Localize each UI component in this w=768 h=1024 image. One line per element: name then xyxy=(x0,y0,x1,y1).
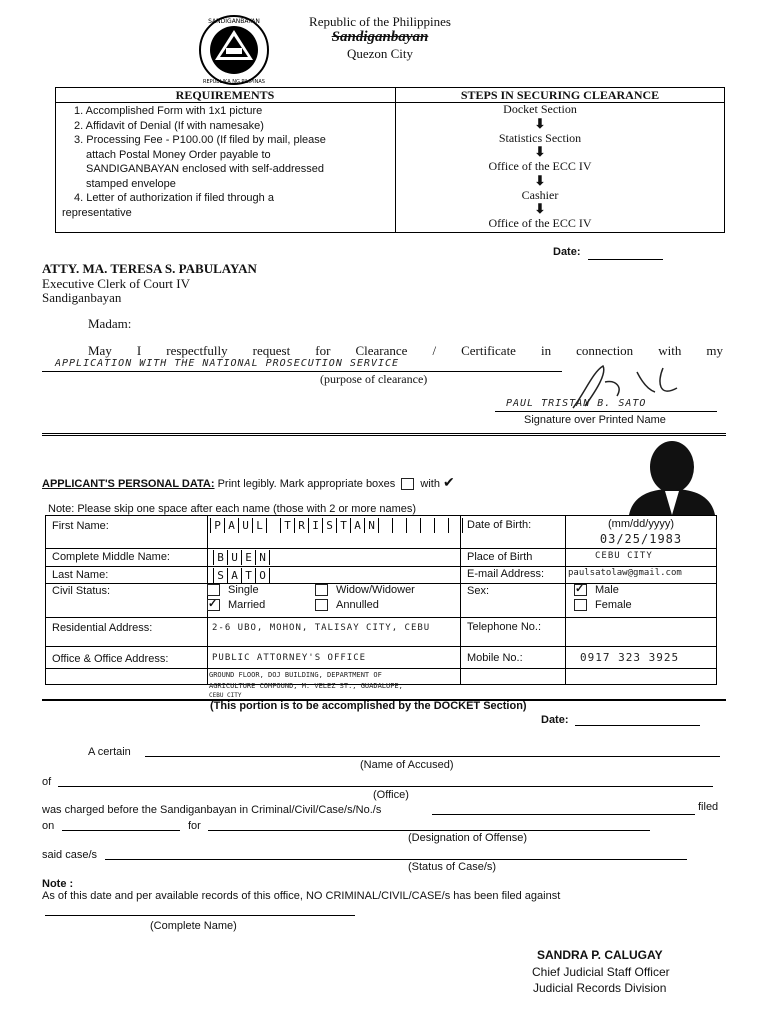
row-line xyxy=(45,566,717,567)
status-sub-label: (Status of Case/s) xyxy=(408,861,497,873)
check-icon: ✓ xyxy=(208,598,218,611)
first-name-input[interactable] xyxy=(210,518,463,533)
office-address-value[interactable]: GROUND FLOOR, DOJ BUILDING, DEPARTMENT OF xyxy=(209,671,382,679)
office-sub-label: (Office) xyxy=(373,789,409,801)
pob-value[interactable]: CEBU CITY xyxy=(595,551,653,561)
letter-cell: S xyxy=(213,568,227,583)
check-icon: ✓ xyxy=(575,583,585,596)
offense-field[interactable] xyxy=(208,830,650,831)
date-label: Date: xyxy=(553,246,581,258)
a-certain-label: A certain xyxy=(88,746,131,758)
purpose-label: (purpose of clearance) xyxy=(320,372,428,386)
letter-cell: A xyxy=(227,568,241,583)
salutation: Madam: xyxy=(88,316,132,331)
note-skip-space: Note: Please skip one space after each name (those with 2 or more names) xyxy=(48,503,417,515)
note-text: As of this date and per available records of this office, NO CRIMINAL/CIVIL/CASE/s has been filed against xyxy=(42,890,561,902)
said-case-label: said case/s xyxy=(42,849,98,861)
letter-cell xyxy=(448,518,463,533)
body-word: respectfully xyxy=(166,343,228,358)
requirement-item: representative xyxy=(62,206,132,219)
sandiganbayan-seal-icon xyxy=(196,14,272,86)
requirement-item: 1. Accomplished Form with 1x1 picture xyxy=(74,105,263,117)
checkbox-male[interactable] xyxy=(574,584,587,596)
docket-portion-note: (This portion is to be accomplished by the DOCKET Section) xyxy=(210,700,527,712)
letter-cell xyxy=(392,518,406,533)
pob-label: Place of Birth xyxy=(467,551,533,563)
charged-label: was charged before the Sandiganbayan in Criminal/Civil/Case/s/No./s xyxy=(42,804,382,816)
letter-cell: E xyxy=(241,550,255,565)
civil-status-label: Civil Status: xyxy=(52,585,111,597)
body-word: connection xyxy=(576,343,634,358)
addressee-name: ATTY. MA. TERESA S. PABULAYAN xyxy=(42,261,257,276)
sex-label: Sex: xyxy=(467,585,490,597)
filed-on-field[interactable] xyxy=(62,830,180,831)
purpose-value[interactable]: APPLICATION WITH THE NATIONAL PROSECUTION SERVICE xyxy=(55,358,400,369)
requirement-item: 2. Affidavit of Denial (If with namesake) xyxy=(74,119,264,132)
office-address-value[interactable]: CEBU CITY xyxy=(209,692,242,699)
body-word: Certificate xyxy=(461,343,516,358)
requirement-item: 3. Processing Fee - P100.00 (If filed by mail, please xyxy=(74,134,326,146)
requirements-list xyxy=(62,104,376,220)
signature-line xyxy=(495,411,717,412)
letter-cell: N xyxy=(255,550,270,565)
officer-title: Chief Judicial Staff Officer xyxy=(532,965,670,979)
requirement-item: attach Postal Money Order payable to xyxy=(86,148,271,161)
letter-cell xyxy=(406,518,420,533)
checkbox-single[interactable] xyxy=(207,584,220,596)
letter-cell: L xyxy=(252,518,266,533)
mobile-label: Mobile No.: xyxy=(467,652,523,664)
row-line xyxy=(45,548,717,549)
civil-option-label: Widow/Widower xyxy=(336,584,415,596)
docket-date-label: Date: xyxy=(541,714,569,726)
residential-address-value[interactable]: 2-6 UBO, MOHON, TALISAY CITY, CEBU xyxy=(212,623,431,633)
offense-sub-label: (Designation of Offense) xyxy=(408,832,528,844)
sex-option-male[interactable] xyxy=(574,584,619,596)
body-word: May xyxy=(88,343,112,358)
sex-option-label: Male xyxy=(595,584,619,596)
checkmark-icon: ✔ xyxy=(443,474,455,490)
checkbox-annulled[interactable] xyxy=(315,599,328,611)
down-arrow-icon: ⬇ xyxy=(534,172,546,188)
office-name-value[interactable]: PUBLIC ATTORNEY'S OFFICE xyxy=(212,653,367,663)
on-label: on xyxy=(42,820,55,832)
office-address-value[interactable]: AGRICULTURE COMPOUND, M. VELEZ ST., GUADALUPE, xyxy=(209,682,403,690)
letter-cell: S xyxy=(322,518,336,533)
letter-cell: I xyxy=(308,518,322,533)
civil-option-widow[interactable] xyxy=(315,584,415,596)
addressee-office: Sandiganbayan xyxy=(42,290,122,305)
office-address-label: Office & Office Address: xyxy=(52,653,169,665)
first-name-label: First Name: xyxy=(52,520,109,532)
purpose-line xyxy=(42,371,562,372)
letter-cell: B xyxy=(213,550,227,565)
personal-data-with: with xyxy=(420,478,440,490)
steps-list xyxy=(395,103,685,231)
office-field[interactable] xyxy=(58,786,713,787)
complete-name-field[interactable] xyxy=(45,915,355,916)
civil-option-label: Married xyxy=(228,599,266,611)
letter-cell xyxy=(266,518,280,533)
complete-name-label: (Complete Name) xyxy=(150,920,237,932)
personal-data-header xyxy=(42,474,455,491)
row-line xyxy=(45,646,717,647)
middle-name-input[interactable] xyxy=(213,550,270,565)
down-arrow-icon: ⬇ xyxy=(534,144,546,159)
for-label: for xyxy=(188,820,201,832)
header-court: Sandiganbayan xyxy=(331,29,429,45)
residential-address-label: Residential Address: xyxy=(52,622,153,634)
civil-option-married[interactable] xyxy=(207,599,265,611)
note-label: Note : xyxy=(42,878,74,890)
email-value[interactable]: paulsatolaw@gmail.com xyxy=(568,568,682,578)
body-word: I xyxy=(136,343,142,358)
step-item: Docket Section xyxy=(503,102,577,116)
letter-cell: U xyxy=(227,550,241,565)
seal-top-text: SANDIGANBAYAN xyxy=(208,18,260,25)
docket-date-field[interactable] xyxy=(575,725,700,726)
case-status-field[interactable] xyxy=(105,859,687,860)
letter-cell: A xyxy=(350,518,364,533)
dob-label: Date of Birth: xyxy=(467,519,532,531)
civil-option-single[interactable] xyxy=(207,584,259,596)
officer-division: Judicial Records Division xyxy=(533,981,667,995)
accused-name-field[interactable] xyxy=(145,756,720,757)
civil-option-annulled[interactable] xyxy=(315,599,379,611)
body-word: Clearance xyxy=(355,343,408,358)
letter-cell: U xyxy=(238,518,252,533)
letter-cell xyxy=(420,518,434,533)
body-word: with xyxy=(658,343,682,358)
seal-bottom-text: REPUBLIKA NG PILIPINAS xyxy=(203,79,265,85)
dob-format: (mm/dd/yyyy) xyxy=(608,518,674,530)
addressee-title: Executive Clerk of Court IV xyxy=(42,276,191,291)
steps-title: STEPS IN SECURING CLEARANCE xyxy=(460,88,660,102)
case-number-field[interactable] xyxy=(432,814,695,815)
row-line xyxy=(45,668,717,669)
letter-cell: T xyxy=(280,518,294,533)
checkbox-married[interactable] xyxy=(207,599,220,611)
col-line xyxy=(460,515,461,685)
telephone-label: Telephone No.: xyxy=(467,621,541,633)
body-word: for xyxy=(315,343,331,358)
of-label: of xyxy=(42,776,52,788)
middle-name-label: Complete Middle Name: xyxy=(52,551,170,563)
letter-cell: T xyxy=(241,568,255,583)
mobile-value[interactable]: 0917 323 3925 xyxy=(580,651,680,664)
requirement-item: stamped envelope xyxy=(86,177,176,190)
date-field[interactable] xyxy=(588,259,663,260)
step-item: Statistics Section xyxy=(498,130,582,145)
requirements-title: REQUIREMENTS xyxy=(175,88,275,102)
letter-cell: A xyxy=(224,518,238,533)
down-arrow-icon: ⬇ xyxy=(534,201,546,216)
checkbox-female[interactable] xyxy=(574,599,587,611)
signature-label: Signature over Printed Name xyxy=(524,414,666,426)
last-name-label: Last Name: xyxy=(52,569,109,581)
accused-name-label: (Name of Accused) xyxy=(360,759,454,771)
body-word: in xyxy=(540,343,552,358)
requirement-item: SANDIGANBAYAN enclosed with self-addressed xyxy=(86,163,325,175)
checkbox-widow[interactable] xyxy=(315,584,328,596)
separator-line xyxy=(42,433,726,436)
header-country: Republic of the Philippines xyxy=(309,14,451,29)
body-word: / xyxy=(432,343,437,358)
step-item: Cashier xyxy=(521,187,559,202)
applicant-photo-icon xyxy=(627,437,717,515)
last-name-input[interactable] xyxy=(213,568,270,583)
letter-cell: T xyxy=(336,518,350,533)
body-word: my xyxy=(706,343,723,358)
officer-name: SANDRA P. CALUGAY xyxy=(537,948,663,962)
dob-value[interactable]: 03/25/1983 xyxy=(599,532,683,546)
signature-printed-name: PAUL TRISTAN B. SATO xyxy=(506,398,647,409)
letter-cell: N xyxy=(364,518,378,533)
civil-option-label: Annulled xyxy=(336,599,379,611)
civil-option-label: Single xyxy=(228,584,259,596)
letter-cell xyxy=(378,518,392,533)
step-item: Office of the ECC IV xyxy=(488,159,592,173)
sex-option-female[interactable] xyxy=(574,599,632,611)
checkbox-sample-icon xyxy=(401,478,414,490)
personal-data-title: APPLICANT'S PERSONAL DATA: xyxy=(42,478,215,490)
letter-cell: O xyxy=(255,568,270,583)
body-word: request xyxy=(252,343,291,358)
personal-data-instruction: Print legibly. Mark appropriate boxes xyxy=(217,478,396,490)
filed-label: filed xyxy=(698,801,719,813)
letter-cell xyxy=(434,518,448,533)
row-line xyxy=(45,617,717,618)
letter-cell: P xyxy=(210,518,224,533)
header-city: Quezon City xyxy=(346,46,414,61)
step-item: Office of the ECC IV xyxy=(488,216,592,230)
letter-cell: R xyxy=(294,518,308,533)
letter-body xyxy=(88,343,723,359)
requirement-item: 4. Letter of authorization if filed through a xyxy=(74,192,274,204)
sex-option-label: Female xyxy=(595,599,632,611)
down-arrow-icon: ⬇ xyxy=(534,115,546,131)
email-label: E-mail Address: xyxy=(467,568,545,580)
